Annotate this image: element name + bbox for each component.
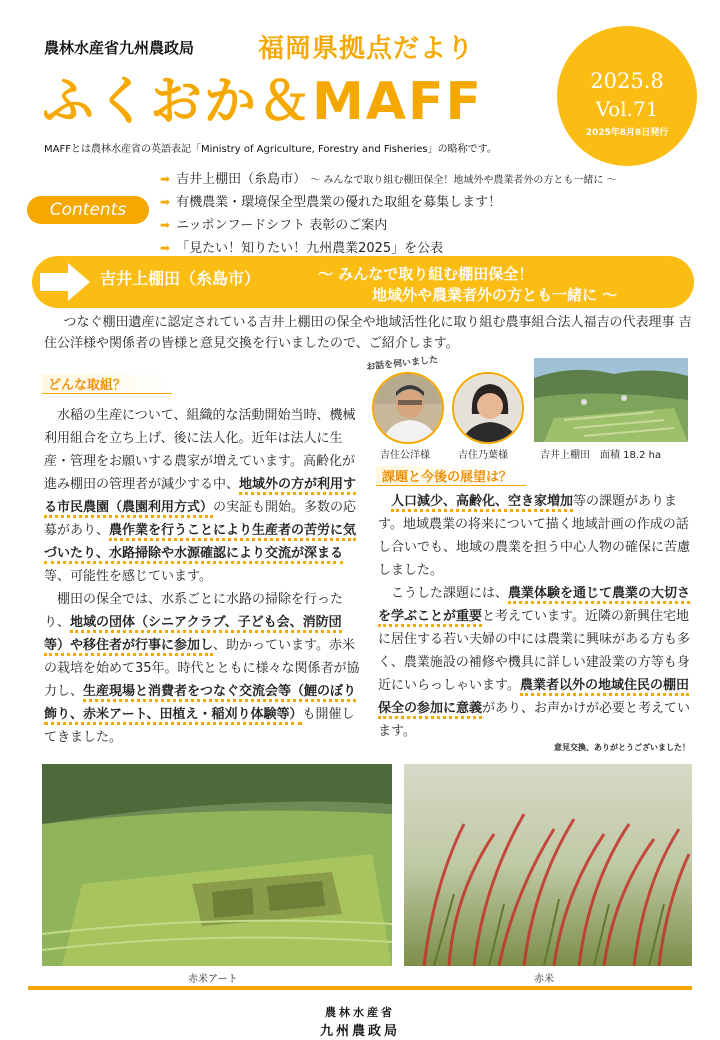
contents-badge: Contents [27, 196, 149, 224]
arrow-right-icon [36, 260, 94, 304]
article-subtitle: ～ みんなで取り組む棚田保全！ [318, 265, 534, 283]
red-rice-photo [404, 764, 692, 966]
landscape-photo [534, 358, 688, 442]
photo-caption: 赤米アート [188, 974, 238, 985]
issue-badge [557, 26, 697, 166]
contents-item[interactable] [160, 191, 501, 210]
organization-name: 農林水産省九州農政局 [44, 39, 195, 57]
contents-item[interactable] [160, 214, 387, 233]
red-rice-art-photo [42, 764, 392, 966]
arrow-right-icon: ➡ [160, 241, 171, 255]
footer-ministry: 農林水産省 [325, 1006, 395, 1019]
landscape-caption: 吉井上棚田 面積 18.2 ha [540, 450, 662, 461]
issue-published-date: 2025年8月8日発行 [585, 128, 669, 138]
thanks-note: 意見交換、ありがとうございました！ [554, 743, 690, 752]
person-name: 吉住公洋様 [380, 450, 430, 461]
section-heading: 課題と今後の展望は？ [376, 466, 526, 486]
right-column-text: 人口減少、高齢化、空き家増加等の課題があります。地域農業の将来について描く地域計画の作成の話し合いでも、地域の農業を担う中心人物の確保に苦慮しました。 こうした課題には、農業体験を通じて農業の大切さを学ぶことが重要と考えています。近隣の新興住宅地に居住する若い夫婦の中には農業に興味がある方も多く、農業施設の補修や機具に詳しい建設業の方等も身近にいらっしゃいます。農業者以外の地域住民の棚田保全の参加に意義があり、お声かけが必要と考えています。 [378, 494, 691, 739]
contents-item-text: 有機農業・環境保全型農業の優れた取組を募集します！ [176, 195, 502, 210]
issue-volume: Vol.71 [595, 97, 659, 121]
footer-bureau: 九州農政局 [319, 1024, 400, 1039]
arrow-right-icon: ➡ [160, 218, 171, 232]
footer-divider [28, 986, 692, 990]
contents-item[interactable] [160, 237, 443, 256]
contents-item-text: ニッポンフードシフト 表彰のご案内 [176, 218, 388, 233]
arrow-right-icon: ➡ [160, 195, 171, 209]
newsletter-subtitle: 福岡県拠点だより [258, 34, 475, 64]
section-heading: どんな取組？ [42, 374, 172, 394]
maff-note: MAFFとは農林水産省の英語表記「Ministry of Agriculture, Forestry and Fisheries」の略称です。 [44, 144, 497, 155]
article-title: 吉井上棚田（糸島市） [100, 269, 261, 288]
person-photo [452, 372, 524, 444]
person-photo [372, 372, 444, 444]
article-intro: つなぐ棚田遺産に認定されている吉井上棚田の保全や地域活性化に取り組む農事組合法人福吉の代表理事 吉住公洋様や関係者の皆様と意見交換を行いましたので、ご紹介します。 [44, 315, 692, 351]
photo-caption: 赤米 [534, 974, 554, 985]
contents-item-text: 「見たい！知りたい！九州農業2025」を公表 [176, 241, 444, 256]
person-name: 吉住乃葉様 [458, 450, 508, 461]
article-subtitle: 地域外や農業者外の方とも一緒に ～ [372, 286, 618, 304]
arrow-right-icon: ➡ [160, 172, 171, 186]
contents-item-sub: ～ みんなで取り組む棚田保全！地域外や農業者外の方とも一緒に ～ [310, 175, 617, 186]
interview-label: お話を伺いました [365, 355, 439, 373]
contents-item[interactable] [160, 168, 617, 187]
newsletter-title: ふくおか＆MAFF [42, 72, 484, 132]
left-column-text: 水稲の生産について、組織的な活動開始当時、機械利用組合を立ち上げ、後に法人化。近年は法人に生産・管理をお願いする農家が増えています。高齢化が進み棚田の管理者が減少する中、地域外の方が利用する市民農園（農園利用方式）の実証も開始。多数の応募があり、農作業を行うことにより生産者の苦労に気づいたり、水路掃除や水源確認により交流が深まる等、可能性を感じています。 棚田の保全では、水系ごとに水路の掃除を行ったり、地域の団体（シニアクラブ、子ども会、消防団等）や移住者が行事に参加し、助かっています。赤米の栽培を始めて35年。時代とともに様々な関係者が協力し、生産現場と消費者をつなぐ交流会等（鯉のぼり飾り、赤米アート、田植え・稲刈り体験等）も開催してきました。 [44, 408, 360, 745]
issue-date: 2025.8 [590, 69, 664, 93]
contents-item-text: 吉井上棚田（糸島市） [176, 172, 307, 187]
